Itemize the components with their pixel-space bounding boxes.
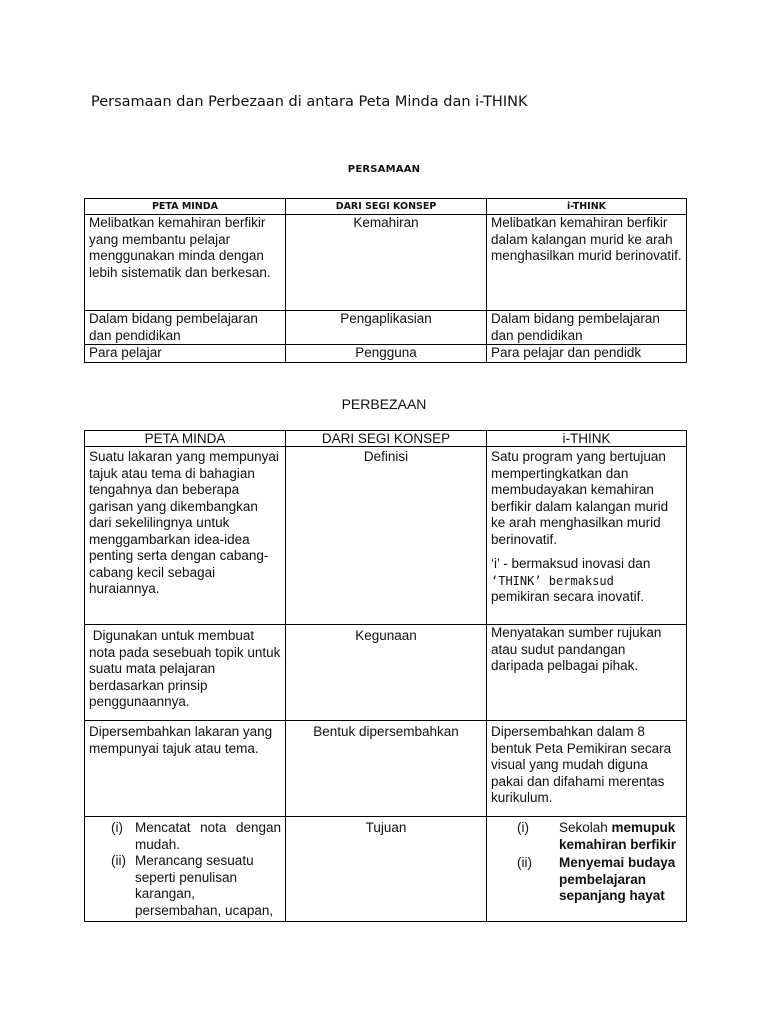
header-peta-minda: PETA MINDA <box>85 199 286 215</box>
table-row-tujuan <box>85 817 687 922</box>
perbezaan-heading: PERBEZAAN <box>341 396 427 412</box>
page-title: Persamaan dan Perbezaan di antara Peta Minda dan i-THINK <box>91 94 528 110</box>
list-text-plain: Sekolah <box>559 820 612 835</box>
cell-ithink <box>487 817 687 922</box>
header-ithink: i-THINK <box>487 199 687 215</box>
persamaan-table <box>84 198 687 363</box>
cell-peta-minda: Dipersembahkan lakaran yang mempunyai tajuk atau tema. <box>85 721 286 817</box>
perbezaan-table <box>84 430 687 922</box>
header-ithink: i-THINK <box>487 431 687 447</box>
list-text: Mencatat nota dengan mudah. <box>135 820 281 852</box>
table-row-kegunaan <box>85 625 687 721</box>
tujuan-list <box>89 820 281 919</box>
kegunaan-line-2: atau sudut pandangan <box>491 641 626 657</box>
list-item <box>491 855 682 905</box>
cell-konsep: Kegunaan <box>286 625 487 721</box>
list-number: (i) <box>517 820 529 835</box>
cell-konsep: Bentuk dipersembahkan <box>286 721 487 817</box>
kegunaan-line-1: Menyatakan sumber rujukan <box>491 625 662 640</box>
cell-peta-minda: Digunakan untuk membuat nota pada sesebuah topik untuk suatu mata pelajaran berdasarkan prinsip penggunaannya. <box>85 625 286 721</box>
cell-ithink <box>487 625 687 721</box>
header-peta-minda: PETA MINDA <box>85 431 286 447</box>
table-row <box>85 311 687 345</box>
cell-ithink: Para pelajar dan pendidk <box>487 345 687 363</box>
cell-ithink: Melibatkan kemahiran berfikir dalam kalangan murid ke arah menghasilkan murid berinovatif. <box>487 215 687 311</box>
list-item <box>89 853 281 919</box>
i-meaning: ‘i’ - bermaksud inovasi dan <box>491 556 651 571</box>
cell-ithink: Dalam bidang pembelajaran dan pendidikan <box>487 311 687 345</box>
cell-konsep: Definisi <box>286 447 487 625</box>
think-meaning: ‘THINK’ bermaksud <box>491 573 614 588</box>
list-number: (i) <box>111 820 123 835</box>
persamaan-heading: PERSAMAAN <box>347 164 421 175</box>
cell-konsep: Pengguna <box>286 345 487 363</box>
cell-peta-minda: Para pelajar <box>85 345 286 363</box>
cell-konsep: Kemahiran <box>286 215 487 311</box>
list-item <box>491 820 682 853</box>
cell-peta-minda: Dalam bidang pembelajaran dan pendidikan <box>85 311 286 345</box>
header-konsep: DARI SEGI KONSEP <box>286 199 487 215</box>
ithink-definition: Satu program yang bertujuan mempertingkatkan dan membudayakan kemahiran berfikir dalam kalangan murid ke arah menghasilkan murid berinovatif. <box>491 449 669 547</box>
cell-konsep: Pengaplikasian <box>286 311 487 345</box>
cell-ithink <box>487 447 687 625</box>
cell-peta-minda: Melibatkan kemahiran berfikir yang membantu pelajar menggunakan minda dengan lebih sistematik dan berkesan. <box>85 215 286 311</box>
think-meaning-cont: pemikiran secara inovatif. <box>491 589 645 604</box>
header-konsep: DARI SEGI KONSEP <box>286 431 487 447</box>
list-item <box>89 820 281 853</box>
list-number: (ii) <box>517 855 532 870</box>
cell-peta-minda: Suatu lakaran yang mempunyai tajuk atau tema di bahagian tengahnya dan beberapa garisan yang dikembangkan dari sekelilingnya untuk menggambarkan idea-idea penting serta dengan cabang-cabang kecil sebagai huraiannya. <box>85 447 286 625</box>
table-row-bentuk <box>85 721 687 817</box>
table-row-definisi <box>85 447 687 625</box>
tujuan-ithink-list <box>491 820 682 905</box>
list-text-bold: Menyemai budaya pembelajaran sepanjang hayat <box>559 855 676 903</box>
list-number: (ii) <box>111 853 126 868</box>
cell-peta-minda <box>85 817 286 922</box>
cell-konsep: Tujuan <box>286 817 487 922</box>
kegunaan-line-3: daripada pelbagai pihak. <box>491 658 639 673</box>
list-text: Merancang sesuatu seperti penulisan karangan, persembahan, ucapan, <box>135 853 274 918</box>
table-header-row <box>85 431 687 447</box>
table-row <box>85 215 687 311</box>
list-text-bold: memupuk kemahiran berfikir <box>559 820 677 852</box>
table-row <box>85 345 687 363</box>
table-header-row <box>85 199 687 215</box>
cell-ithink: Dipersembahkan dalam 8 bentuk Peta Pemikiran secara visual yang mudah diguna pakai dan difahami merentas kurikulum. <box>487 721 687 817</box>
